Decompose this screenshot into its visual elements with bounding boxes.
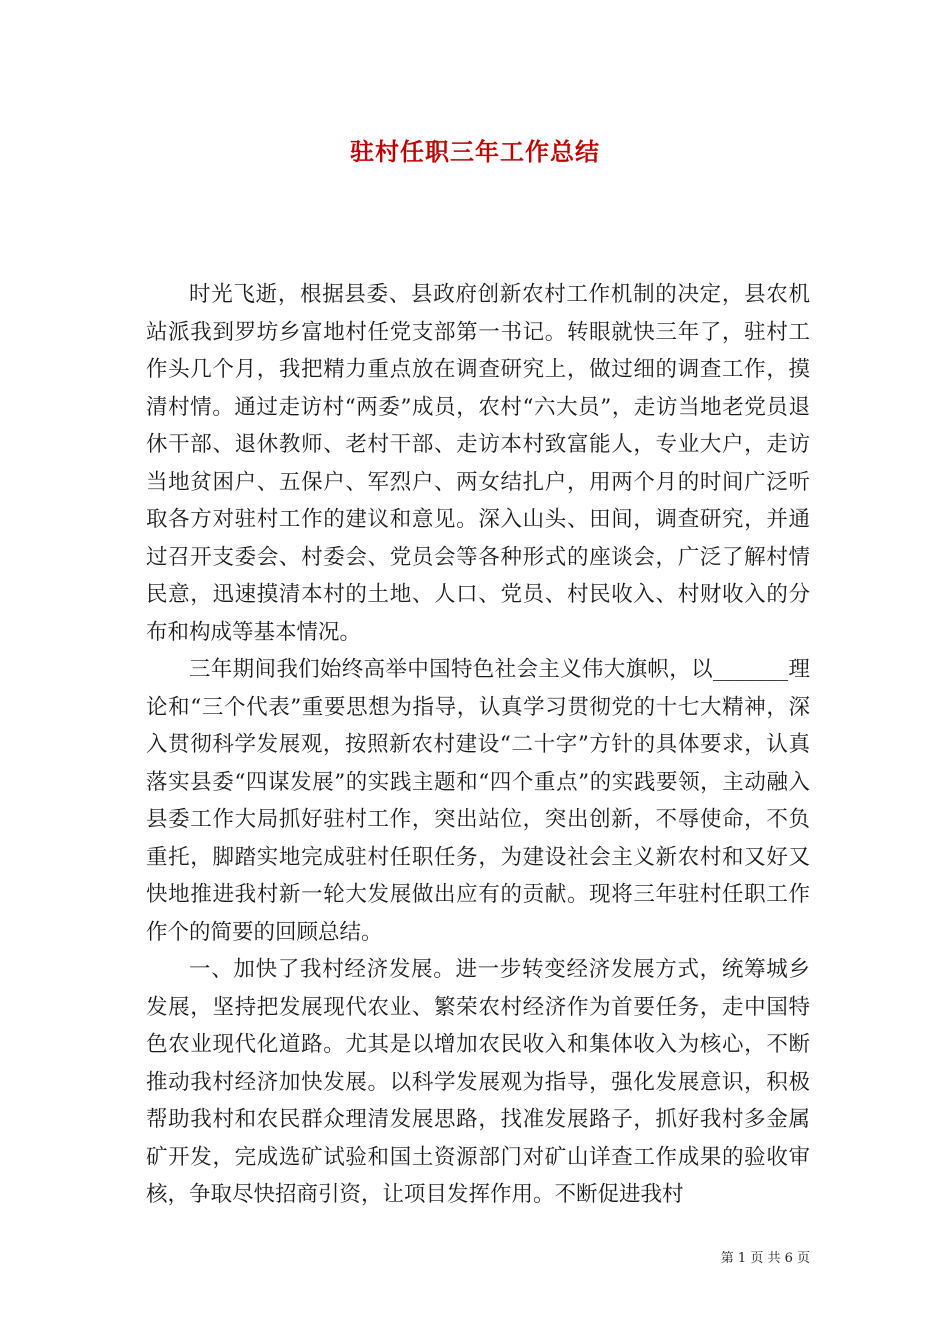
paragraph-intro: 时光飞逝，根据县委、县政府创新农村工作机制的决定，县农机站派我到罗坊乡富地村任党支部第一书记。转眼就快三年了，驻村工作头几个月，我把精力重点放在调查研究上，做过细的调查工作，摸清村情。通过走访村“两委”成员，农村“六大员”，走访当地老党员退休干部、退休教师、老村干部、走访本村致富能人，专业大户，走访当地贫困户、五保户、军烈户、两女结扎户，用两个月的时间广泛听取各方对驻村工作的建议和意见。深入山头、田间，调查研究，并通过召开支委会、村委会、党员会等各种形式的座谈会，广泛了解村情民意，迅速摸清本村的土地、人口、党员、村民收入、村财收入的分布和构成等基本情况。 bbox=[146, 282, 810, 645]
paragraph-economy: 一、加快了我村经济发展。进一步转变经济发展方式，统筹城乡发展，坚持把发展现代农业、繁荣农村经济作为首要任务，走中国特色农业现代化道路。尤其是以增加农民收入和集体收入为核心，不断推动我村经济加快发展。以科学发展观为指导，强化发展意识，积极帮助我村和农民群众理清发展思路，找准发展路子，抓好我村多金属矿开发，完成选矿试验和国土资源部门对矿山详查工作成果的验收审核，争取尽快招商引资，让项目发挥作用。不断促进我村 bbox=[146, 957, 810, 1207]
document-title: 驻村任职三年工作总结 bbox=[350, 137, 600, 166]
paragraph-overview: 三年期间我们始终高举中国特色社会主义伟大旗帜，以_______理论和“三个代表”重要思想为指导，认真学习贯彻党的十七大精神，深入贯彻科学发展观，按照新农村建设“二十字”方针的具体要求，认真落实县委“四谋发展”的实践主题和“四个重点”的实践要领，主动融入县委工作大局抓好驻村工作，突出站位，突出创新，不辱使命，不负重托，脚踏实地完成驻村任职任务，为建设社会主义新农村和又好又快地推进我村新一轮大发展做出应有的贡献。现将三年驻村任职工作作个的简要的回顾总结。 bbox=[146, 657, 810, 945]
document-body bbox=[146, 276, 810, 1214]
page-number: 第 1 页 共 6 页 bbox=[720, 1251, 810, 1266]
